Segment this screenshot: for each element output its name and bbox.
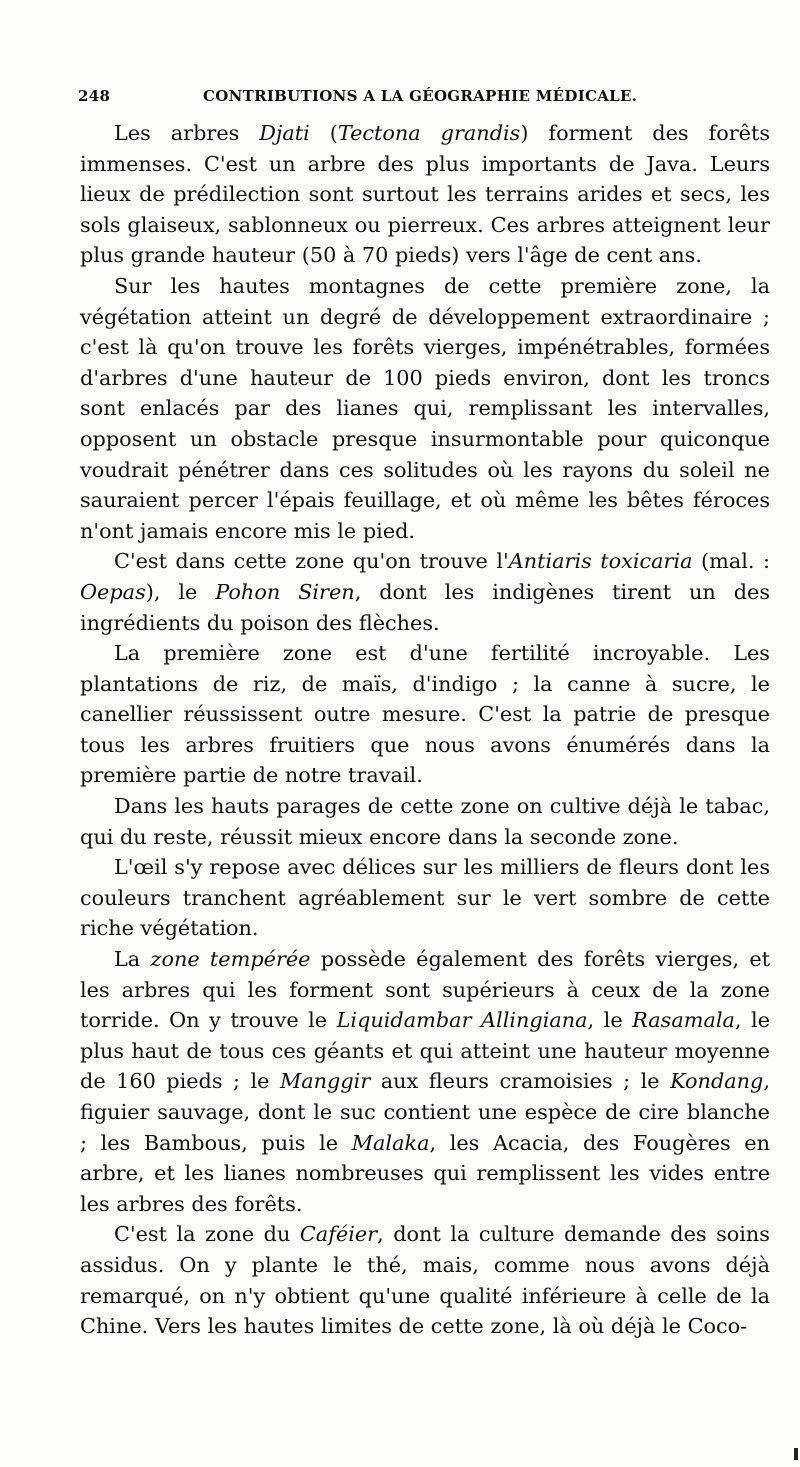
page-header <box>78 87 768 115</box>
paragraph-text: , dont la culture demande des soins assidus. On y plante le thé, mais, comme nous avons déjà remarqué, on n'y obtient qu'une qualité inférieure à celle de la Chine. Vers les hautes limites de cette zone, là où déjà le Coco- <box>80 1222 770 1339</box>
paragraph-text: La <box>114 947 151 972</box>
paragraph-fleurs <box>80 852 770 944</box>
paragraph-text: , le plus haut de tous ces géants et qui atteint une hauteur moyenne de 160 pieds ; le <box>80 1008 770 1094</box>
paragraph-tabac <box>80 791 770 852</box>
scan-edge-mark <box>794 1448 798 1460</box>
species-name: Djati <box>259 121 310 145</box>
species-name: Malaka <box>351 1130 430 1155</box>
running-head: CONTRIBUTIONS A LA GÉOGRAPHIE MÉDICALE. <box>203 87 638 105</box>
species-name: Pohon Siren <box>215 579 355 604</box>
zone-name: zone tempérée <box>150 947 311 972</box>
paragraph-text: ( <box>309 121 338 145</box>
paragraph-antiaris <box>80 546 770 638</box>
species-name: Liquidambar Allingiana <box>336 1008 588 1033</box>
paragraph-text: , les Acacia, des Fougères en arbre, et les lianes nombreuses qui remplissent les vides entre les arbres des forêts. <box>80 1130 770 1216</box>
species-name: Rasamala <box>632 1008 735 1033</box>
paragraph-cafeier <box>80 1219 770 1341</box>
paragraph-text: (mal. : <box>692 549 771 574</box>
species-name: Tectona grandis <box>337 121 521 145</box>
paragraph-text: C'est dans cette zone qu'on trouve l' <box>114 549 509 574</box>
paragraph-text: Les arbres <box>114 121 260 145</box>
paragraph-text: ), le <box>145 579 216 604</box>
species-name: Kondang <box>670 1069 764 1094</box>
species-name: Caféier <box>299 1222 378 1247</box>
species-name: Oepas <box>80 579 146 604</box>
paragraph-text: aux fleurs cramoisies ; le <box>370 1069 671 1094</box>
paragraph-zone-temperee <box>80 944 770 1219</box>
body-text <box>80 118 770 1342</box>
paragraph-text: , dont les indigènes tirent un des ingrédients du poison des flèches. <box>80 579 771 635</box>
paragraph-text: C'est la zone du <box>114 1222 300 1247</box>
paragraph-text: , figuier sauvage, dont le suc contient une espèce de cire blanche ; les Bambous, puis le <box>80 1069 770 1155</box>
paragraph-text: Dans les hauts parages de cette zone on cultive déjà le tabac, qui du reste, réussit mieux encore dans la seconde zone. <box>80 794 770 849</box>
species-name: Manggir <box>279 1069 371 1094</box>
species-name: Antiaris toxicaria <box>508 549 693 574</box>
paragraph-fertilite <box>80 638 770 791</box>
paragraph-text: La première zone est d'une fertilité incroyable. Les plantations de riz, de maïs, d'indigo ; la canne à sucre, le canellier réussissent outre mesure. C'est la patrie de presque tous les arbres fruitiers que nous avons énumérés dans la première partie de notre travail. <box>80 641 770 788</box>
paragraph-text: L'œil s'y repose avec délices sur les milliers de fleurs dont les couleurs tranchent agréablement sur le vert sombre de cette riche végétation. <box>80 855 770 941</box>
paragraph-djati <box>80 118 770 271</box>
paragraph-forets-vierges <box>80 271 770 546</box>
paragraph-text: ) forment des forêts immenses. C'est un arbre des plus importants de Java. Leurs lieux de prédilection sont surtout les terrains arides et secs, les sols glaiseux, sablonneux ou pierreux. Ces arbres atteignent leur plus grande hauteur (50 à 70 pieds) vers l'âge de cent ans. <box>80 121 770 268</box>
paragraph-text: Sur les hautes montagnes de cette première zone, la végétation atteint un degré de développement extraordinaire ; c'est là qu'on trouve les forêts vierges, impénétrables, formées d'arbres d'une hauteur de 100 pieds environ, dont les troncs sont enlacés par des lianes qui, remplissant les intervalles, opposent un obstacle presque insurmontable pour quiconque voudrait pénétrer dans ces solitudes où les rayons du soleil ne sauraient percer l'épais feuillage, et où même les bêtes féroces n'ont jamais encore mis le pied. <box>80 273 770 543</box>
page-number: 248 <box>78 87 111 105</box>
paragraph-text: possède également des forêts vierges, et les arbres qui les forment sont supérieurs à ceux de la zone torride. On y trouve le <box>80 947 770 1033</box>
paragraph-text: , le <box>587 1008 633 1033</box>
